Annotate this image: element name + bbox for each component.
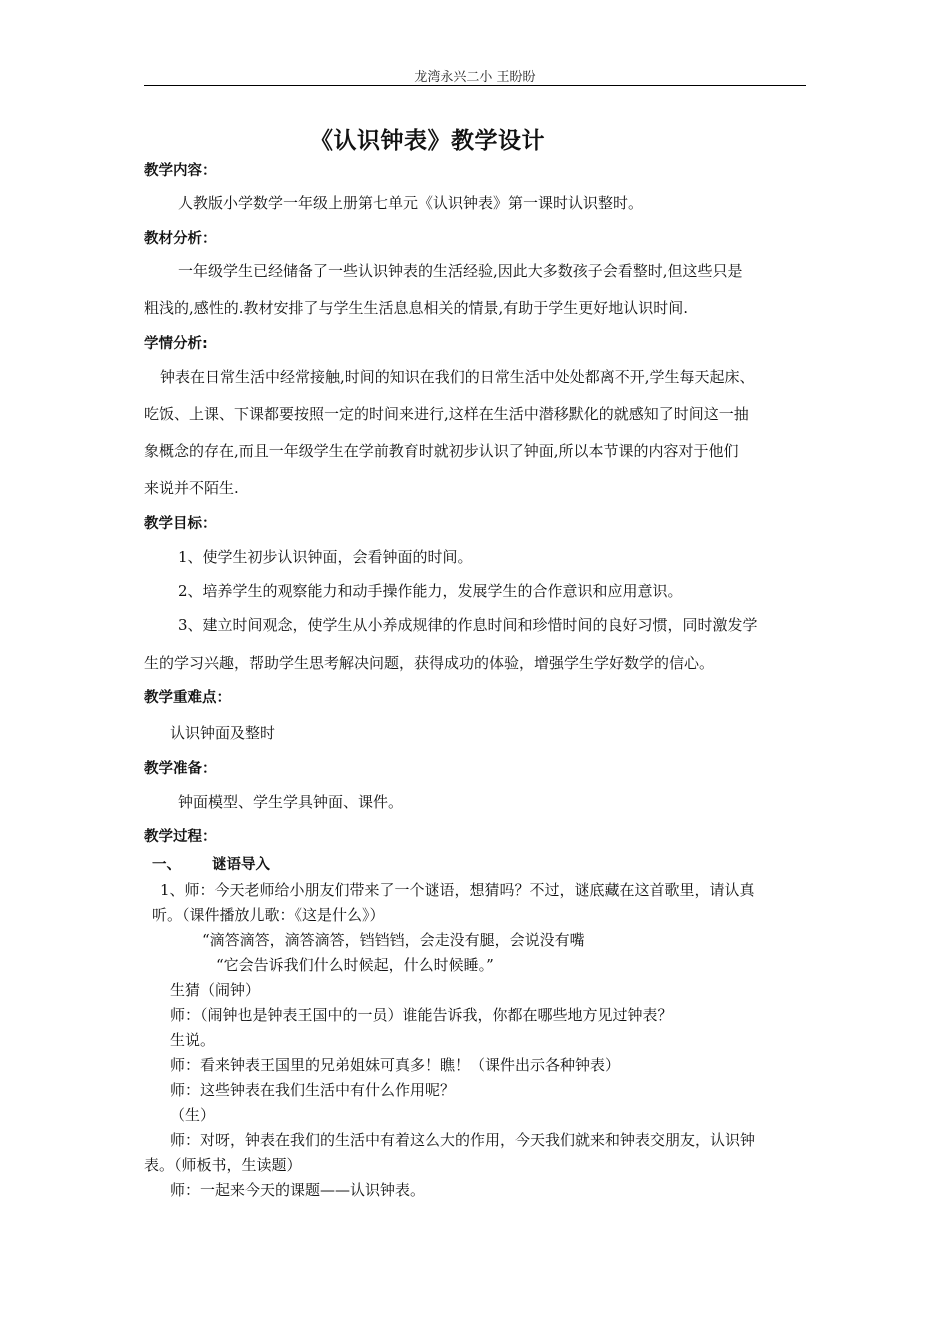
heading-process: 教学过程： — [144, 829, 217, 845]
heading-learner: 学情分析: — [144, 336, 208, 352]
step-1-number: 一、 — [152, 857, 181, 873]
riddle-line-2: “它会告诉我们什么时候起，什么时候睡。” — [216, 956, 494, 974]
goal-2: 2、培养学生的观察能力和动手操作能力，发展学生的合作意识和应用意识。 — [178, 582, 683, 600]
process-line-5: 生猜（闹钟） — [170, 981, 261, 999]
learner-line-1: 钟表在日常生活中经常接触,时间的知识在我们的日常生活中处处都离不开,学生每天起床、 — [160, 368, 755, 386]
goal-3-line-2: 生的学习兴趣，帮助学生思考解决问题，获得成功的体验，增强学生学好数学的信心。 — [144, 654, 715, 672]
process-line-2: 听。（课件播放儿歌：《这是什么》） — [152, 906, 385, 924]
heading-content: 教学内容： — [144, 163, 217, 179]
heading-prep: 教学准备： — [144, 761, 217, 777]
process-line-13: 师：一起来今天的课题——认识钟表。 — [170, 1181, 426, 1199]
process-line-10: （生） — [170, 1106, 216, 1124]
analysis-line-1: 一年级学生已经储备了一些认识钟表的生活经验,因此大多数孩子会看整时,但这些只是 — [178, 262, 743, 280]
riddle-line-1: “滴答滴答，滴答滴答，铛铛铛，会走没有腿，会说没有嘴 — [202, 931, 585, 949]
content-text: 人教版小学数学一年级上册第七单元《认识钟表》第一课时认识整时。 — [178, 194, 644, 212]
process-line-9: 师：这些钟表在我们生活中有什么作用呢？ — [170, 1081, 456, 1099]
process-line-6: 师：（闹钟也是钟表王国中的一员）谁能告诉我，你都在哪些地方见过钟表？ — [170, 1006, 673, 1024]
header-rule — [144, 85, 806, 86]
key-text: 认识钟面及整时 — [170, 724, 276, 742]
process-line-1: 1、师：今天老师给小朋友们带来了一个谜语，想猜吗？不过，谜底藏在这首歌里，请认真 — [160, 881, 755, 899]
learner-line-3: 象概念的存在,而且一年级学生在学前教育时就初步认识了钟面,所以本节课的内容对于他们 — [144, 442, 739, 460]
goal-3-line-1: 3、建立时间观念，使学生从小养成规律的作息时间和珍惜时间的良好习惯，同时激发学 — [178, 616, 758, 634]
process-line-8: 师：看来钟表王国里的兄弟姐妹可真多！瞧！（课件出示各种钟表） — [170, 1056, 621, 1074]
goal-1: 1、使学生初步认识钟面，会看钟面的时间。 — [178, 548, 473, 566]
page-header: 龙湾永兴二小 王盼盼 — [414, 70, 536, 85]
process-line-12: 表。（师板书，生读题） — [144, 1156, 302, 1174]
heading-key: 教学重难点： — [144, 690, 231, 706]
process-line-11: 师：对呀，钟表在我们的生活中有着这么大的作用，今天我们就来和钟表交朋友，认识钟 — [170, 1131, 756, 1149]
prep-text: 钟面模型、学生学具钟面、课件。 — [178, 793, 404, 811]
document-title: 《认识钟表》教学设计 — [310, 128, 545, 154]
learner-line-4: 来说并不陌生. — [144, 479, 239, 497]
heading-goals: 教学目标： — [144, 516, 217, 532]
learner-line-2: 吃饭、上课、下课都要按照一定的时间来进行,这样在生活中潜移默化的就感知了时间这一抽 — [144, 405, 749, 423]
analysis-line-2: 粗浅的,感性的.教材安排了与学生生活息息相关的情景,有助于学生更好地认识时间. — [144, 299, 689, 317]
heading-analysis: 教材分析： — [144, 231, 217, 247]
process-line-7: 生说。 — [170, 1031, 216, 1049]
step-1-title: 谜语导入 — [212, 857, 270, 873]
